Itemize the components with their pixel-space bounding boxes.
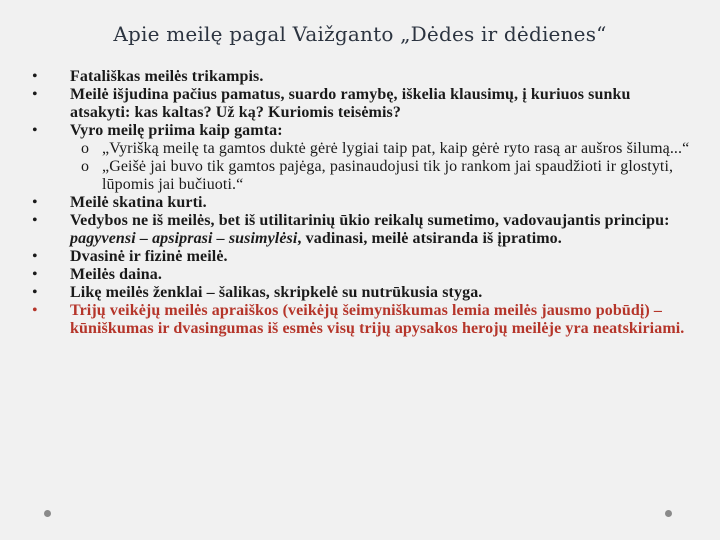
bullet-icon: • [32, 86, 38, 103]
bullet-icon: • [32, 194, 38, 211]
list-item-text: Meilės daina. [70, 266, 162, 283]
list-item [28, 248, 692, 266]
slide-content [28, 68, 692, 338]
list-item [28, 68, 692, 86]
bullet-icon: • [32, 248, 38, 265]
quote-text: „Vyrišką meilę ta gamtos duktė gėrė lygiai taip pat, kaip gėrė ryto rasą ar aušros šilumą...“ [102, 140, 690, 157]
bullet-list [28, 68, 692, 338]
prev-slide-dot-icon[interactable] [44, 510, 51, 517]
list-item [28, 194, 692, 212]
sub-bullet-icon: o [81, 158, 90, 175]
bullet-icon: • [32, 212, 38, 229]
quote-text: „Geišė jai buvo tik gamtos pajėga, pasinaudojusi tik jo rankom jai spaudžioti ir glostyti, lūpomis jai bučiuoti.“ [102, 158, 674, 193]
list-item [28, 212, 692, 248]
list-item-text-end: , vadinasi, meilė atsiranda iš įpratimo. [297, 230, 562, 247]
list-item-text: Meilė išjudina pačius pamatus, suardo ramybę, iškelia klausimų, į kuriuos sunku atsakyti: kas kaltas? Už ką? Kuriomis teisėmis? [70, 86, 631, 121]
bullet-icon: • [32, 284, 38, 301]
bullet-icon: • [32, 266, 38, 283]
list-item [28, 266, 692, 284]
slide-title: Apie meilę pagal Vaižganto „Dėdes ir dėdienes“ [113, 22, 607, 46]
bullet-icon: • [32, 68, 38, 85]
list-item-text: Meilė skatina kurti. [70, 194, 207, 211]
sub-bullet-icon: o [81, 140, 90, 157]
list-item-highlighted [28, 302, 692, 338]
list-item [28, 284, 692, 302]
sub-list [70, 140, 692, 194]
list-item [28, 86, 692, 122]
italic-phrase: pagyvensi – apsiprasi – susimylėsi [70, 230, 298, 247]
list-item-text: Trijų veikėjų meilės apraiškos (veikėjų šeimyniškumas lemia meilės jausmo pobūdį) – kūniškumas ir dvasingumas iš esmės visų trijų apysakos herojų meilėje yra neatskiriami. [70, 302, 685, 337]
list-item-text: Vyro meilę priima kaip gamta: [70, 122, 283, 139]
sub-list-item [28, 158, 692, 194]
bullet-icon: • [32, 302, 38, 319]
bullet-icon: • [32, 122, 38, 139]
sub-list-item [28, 140, 692, 158]
list-item-text: Vedybos ne iš meilės, bet iš utilitarinių ūkio reikalų sumetimo, vadovaujantis principu: [70, 212, 670, 229]
list-item-text: Likę meilės ženklai – šalikas, skripkelė su nutrūkusia styga. [70, 284, 483, 301]
list-item-text: Dvasinė ir fizinė meilė. [70, 248, 228, 265]
next-slide-dot-icon[interactable] [665, 510, 672, 517]
list-item-text: Fatališkas meilės trikampis. [70, 68, 264, 85]
list-item [28, 122, 692, 194]
